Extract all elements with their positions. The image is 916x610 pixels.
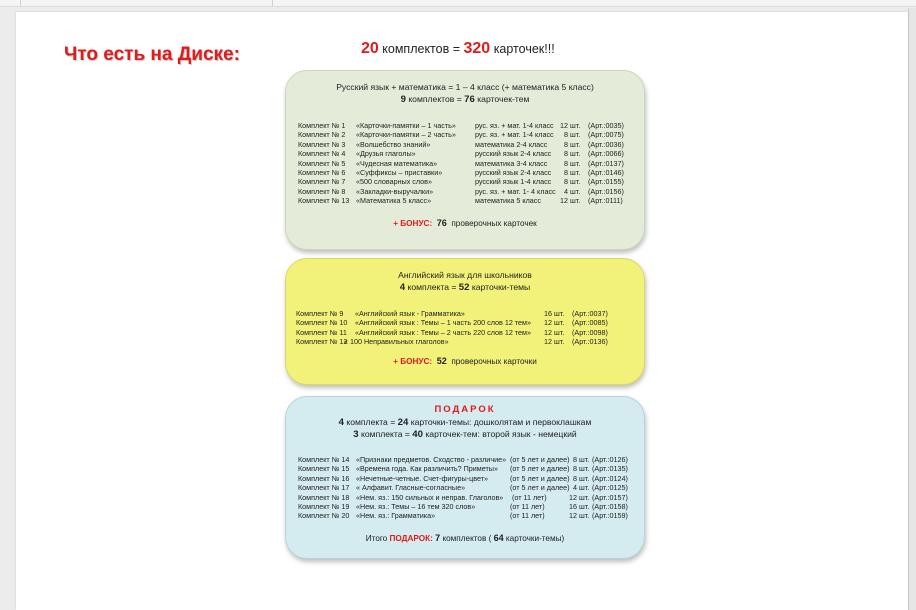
list-item [286, 483, 644, 492]
box-subheader [286, 95, 644, 104]
set-number: Комплект № 2 [298, 130, 346, 140]
total-label: ПОДАРОК: [389, 534, 433, 543]
list-item [286, 493, 644, 502]
document-page [16, 12, 908, 610]
list-item [286, 328, 644, 337]
bonus-count: 52 [436, 356, 447, 366]
set-number: Комплект № 3 [298, 139, 346, 149]
set-qty: 12 шт. [544, 327, 565, 337]
set-name: «Нем. яз.: Темы – 16 тем 320 слов» [356, 501, 476, 511]
set-qty: 8 шт. [573, 473, 590, 483]
vertical-scrollbar[interactable] [908, 8, 916, 610]
set-article: (Арт.:0124) [592, 473, 628, 483]
set-subject: русский язык 1-4 класс [475, 177, 552, 187]
cards-text: карточек-тем [477, 94, 530, 104]
set-qty: 8 шт. [564, 167, 581, 177]
list-item [286, 455, 644, 464]
list-item [286, 149, 644, 158]
set-name: «Математика 5 класс» [356, 196, 432, 206]
set-article: (Арт.:0066) [588, 149, 624, 159]
sets-text: комплекта = [346, 417, 396, 427]
set-qty: 8 шт. [564, 149, 581, 159]
set-name: «Чудесная математика» [356, 158, 438, 168]
total-sets-count: 7 [435, 533, 441, 543]
set-name: «Английский язык : Темы – 1 часть 200 слов 12 тем» [355, 318, 531, 328]
set-age: (от 11 лет) [510, 501, 545, 511]
set-qty: 8 шт. [564, 177, 581, 187]
set-number: Комплект № 7 [298, 177, 346, 187]
set-article: (Арт.:0035) [588, 121, 624, 130]
bonus-count: 76 [436, 218, 447, 228]
list-item [286, 196, 644, 205]
cards-count: 40 [412, 429, 423, 440]
gift-set-list [286, 455, 644, 521]
set-number: Комплект № 1 [298, 121, 346, 130]
set-article: (Арт.:0037) [572, 309, 608, 318]
toolbar-divider [20, 0, 21, 6]
set-article: (Арт.:0158) [592, 501, 628, 511]
set-subject: рус. яз. + мат. 1- 4 класс [475, 186, 556, 196]
set-article: (Арт.:0111) [588, 196, 623, 206]
set-article: (Арт.:0075) [588, 130, 624, 140]
set-article: (Арт.:0157) [592, 492, 628, 502]
set-name: «Карточки-памятки – 1 часть» [356, 121, 456, 130]
set-subject: математика 2-4 класс [475, 139, 548, 149]
gift-box [285, 396, 645, 559]
set-article: (Арт.:0036) [588, 139, 624, 149]
set-name: «Английский язык - Грамматика» [355, 309, 465, 318]
set-qty: 12 шт. [544, 318, 565, 328]
set-article: (Арт.:0125) [592, 483, 628, 493]
set-qty: 8 шт. [573, 464, 590, 474]
set-subject: математика 3-4 класс [475, 158, 548, 168]
set-name: « Алфавит. Гласные-согласные» [356, 483, 466, 493]
list-item [286, 187, 644, 196]
summary-count-sets: 20 [361, 40, 379, 57]
set-number: Комплект № 18 [298, 492, 350, 502]
cards-count: 76 [464, 94, 475, 105]
box-subheader [286, 283, 644, 292]
set-name: «Нем. яз.: 150 сильных и неправ. Глаголов» [356, 492, 504, 502]
set-age: (от 5 лет и далее) [510, 473, 570, 483]
cards-count: 52 [458, 282, 470, 293]
set-age: (от 5 лет и далее) [510, 455, 570, 464]
set-name: «500 словарных слов» [356, 177, 432, 187]
set-subject: русский язык 2-4 класс [475, 149, 552, 159]
set-name: «Признаки предметов. Сходство - различие» [356, 455, 507, 464]
set-qty: 12 шт. [560, 121, 581, 130]
set-name: «Нечетные-четные. Счет-фигуры-цвет» [356, 473, 489, 483]
set-name: «Друзья глаголы» [356, 149, 416, 159]
summary-line [361, 40, 555, 58]
yellow-set-list [286, 309, 644, 347]
list-item [286, 159, 644, 168]
russian-math-box [285, 70, 645, 250]
set-article: (Арт.:0146) [588, 167, 624, 177]
box-header: Русский язык + математика = 1 – 4 класс (+ математика 5 класс) [336, 82, 594, 92]
set-article: (Арт.:0159) [592, 511, 628, 521]
set-article: (Арт.:0136) [572, 337, 608, 347]
set-number: Комплект № 14 [298, 455, 350, 464]
set-number: Комплект № 12 [296, 337, 348, 347]
set-name: «Волшебство знаний» [356, 139, 431, 149]
set-article: (Арт.:0085) [572, 318, 608, 328]
total-sets-text: комплектов ( [442, 534, 492, 543]
cards-count: 24 [397, 417, 409, 428]
sets-count: 9 [400, 94, 406, 105]
set-qty: 4 шт. [564, 186, 581, 196]
list-item [286, 177, 644, 186]
set-number: Комплект № 6 [298, 167, 346, 177]
list-item [286, 511, 644, 520]
set-qty: 12 шт. [544, 337, 565, 347]
list-item [286, 474, 644, 483]
sets-text: комплекта = [407, 282, 457, 292]
bonus-text: проверочных карточек [451, 219, 537, 228]
set-age: (от 11 лет) [512, 492, 547, 502]
sets-count: 3 [353, 429, 359, 440]
toolbar-divider [272, 0, 273, 6]
summary-text: комплектов = [382, 42, 461, 56]
set-qty: 16 шт. [544, 309, 565, 318]
set-qty: 8 шт. [564, 158, 581, 168]
set-qty: 12 шт. [560, 196, 581, 206]
list-item [286, 309, 644, 318]
list-item [286, 337, 644, 346]
set-name: «Времена года. Как различить? Приметы» [356, 464, 498, 474]
set-subject: русский язык 2-4 класс [475, 167, 552, 177]
sets-count: 4 [399, 282, 406, 293]
summary-text: карточек!!! [493, 42, 555, 56]
set-number: Комплект № 11 [296, 327, 347, 337]
set-subject: рус. яз. + мат. 1-4 класс [475, 121, 554, 130]
list-item [286, 130, 644, 139]
gift-line-preschool [286, 418, 644, 427]
bonus-line [286, 357, 644, 366]
set-qty: 12 шт. [569, 511, 590, 521]
gift-title: ПОДАРОК [434, 404, 496, 415]
set-number: Комплект № 10 [296, 318, 348, 328]
top-toolbar [0, 0, 916, 7]
list-item [286, 318, 644, 327]
set-name: «Суффиксы – приставки» [356, 167, 443, 177]
gift-total-line [286, 534, 644, 543]
set-name: «Нем. яз.: Грамматика» [356, 511, 436, 521]
set-name: «Английский язык : Темы – 2 часть 220 слов 12 тем» [355, 327, 531, 337]
set-name: « 100 Неправильных глаголов» [344, 337, 449, 347]
set-number: Комплект № 9 [296, 309, 344, 318]
set-article: (Арт.:0126) [592, 455, 628, 464]
box-header: Английский язык для школьников [398, 270, 532, 280]
bonus-label: + БОНУС: [393, 357, 433, 366]
set-number: Комплект № 8 [298, 186, 346, 196]
english-box [285, 258, 645, 385]
total-prefix: Итого [365, 534, 388, 543]
gift-line-german [286, 430, 644, 439]
set-article: (Арт.:0156) [588, 186, 624, 196]
set-number: Комплект № 17 [298, 483, 350, 493]
set-number: Комплект № 20 [298, 511, 350, 521]
set-article: (Арт.:0137) [588, 158, 624, 168]
bonus-text: проверочных карточки [451, 357, 537, 366]
list-item [286, 502, 644, 511]
bonus-label: + БОНУС: [393, 219, 433, 228]
set-name: «Закладки-выручалки» [356, 186, 434, 196]
cards-text: карточки-темы [471, 282, 531, 292]
set-article: (Арт.:0155) [588, 177, 624, 187]
set-subject: математика 5 класс [475, 196, 541, 206]
list-item [286, 464, 644, 473]
sets-text: комплектов = [408, 94, 462, 104]
total-cards-count: 64 [493, 533, 504, 543]
list-item [286, 121, 644, 130]
set-number: Комплект № 19 [298, 501, 350, 511]
set-age: (от 11 лет) [510, 511, 545, 521]
cards-text: карточки-темы: дошколятам и первоклашкам [410, 417, 592, 427]
total-cards-text: карточки-темы) [505, 534, 565, 543]
set-article: (Арт.:0135) [592, 464, 628, 474]
set-qty: 8 шт. [564, 139, 581, 149]
set-subject: рус. яз. + мат. 1-4 класс [475, 130, 554, 140]
set-name: «Карточки-памятки – 2 часть» [356, 130, 456, 140]
set-qty: 16 шт. [569, 501, 590, 511]
set-article: (Арт.:0098) [572, 327, 608, 337]
list-item [286, 168, 644, 177]
list-item [286, 140, 644, 149]
set-number: Комплект № 13 [298, 196, 350, 206]
set-age: (от 5 лет и далее) [510, 464, 570, 474]
page-title: Что есть на Диске: [64, 44, 240, 65]
set-qty: 12 шт. [569, 492, 590, 502]
set-number: Комплект № 15 [298, 464, 350, 474]
set-number: Комплект № 5 [298, 158, 346, 168]
set-qty: 8 шт. [573, 455, 590, 464]
cards-text: карточек-тем: второй язык - немецкий [425, 429, 577, 439]
set-qty: 8 шт. [564, 130, 581, 140]
sets-count: 4 [338, 417, 344, 428]
set-number: Комплект № 16 [298, 473, 350, 483]
set-qty: 4 шт. [573, 483, 590, 493]
sets-text: комплекта = [361, 429, 410, 439]
green-set-list [286, 121, 644, 206]
set-number: Комплект № 4 [298, 149, 346, 159]
set-age: (от 5 лет и далее) [510, 483, 570, 493]
summary-count-cards: 320 [463, 40, 491, 57]
bonus-line [286, 219, 644, 228]
